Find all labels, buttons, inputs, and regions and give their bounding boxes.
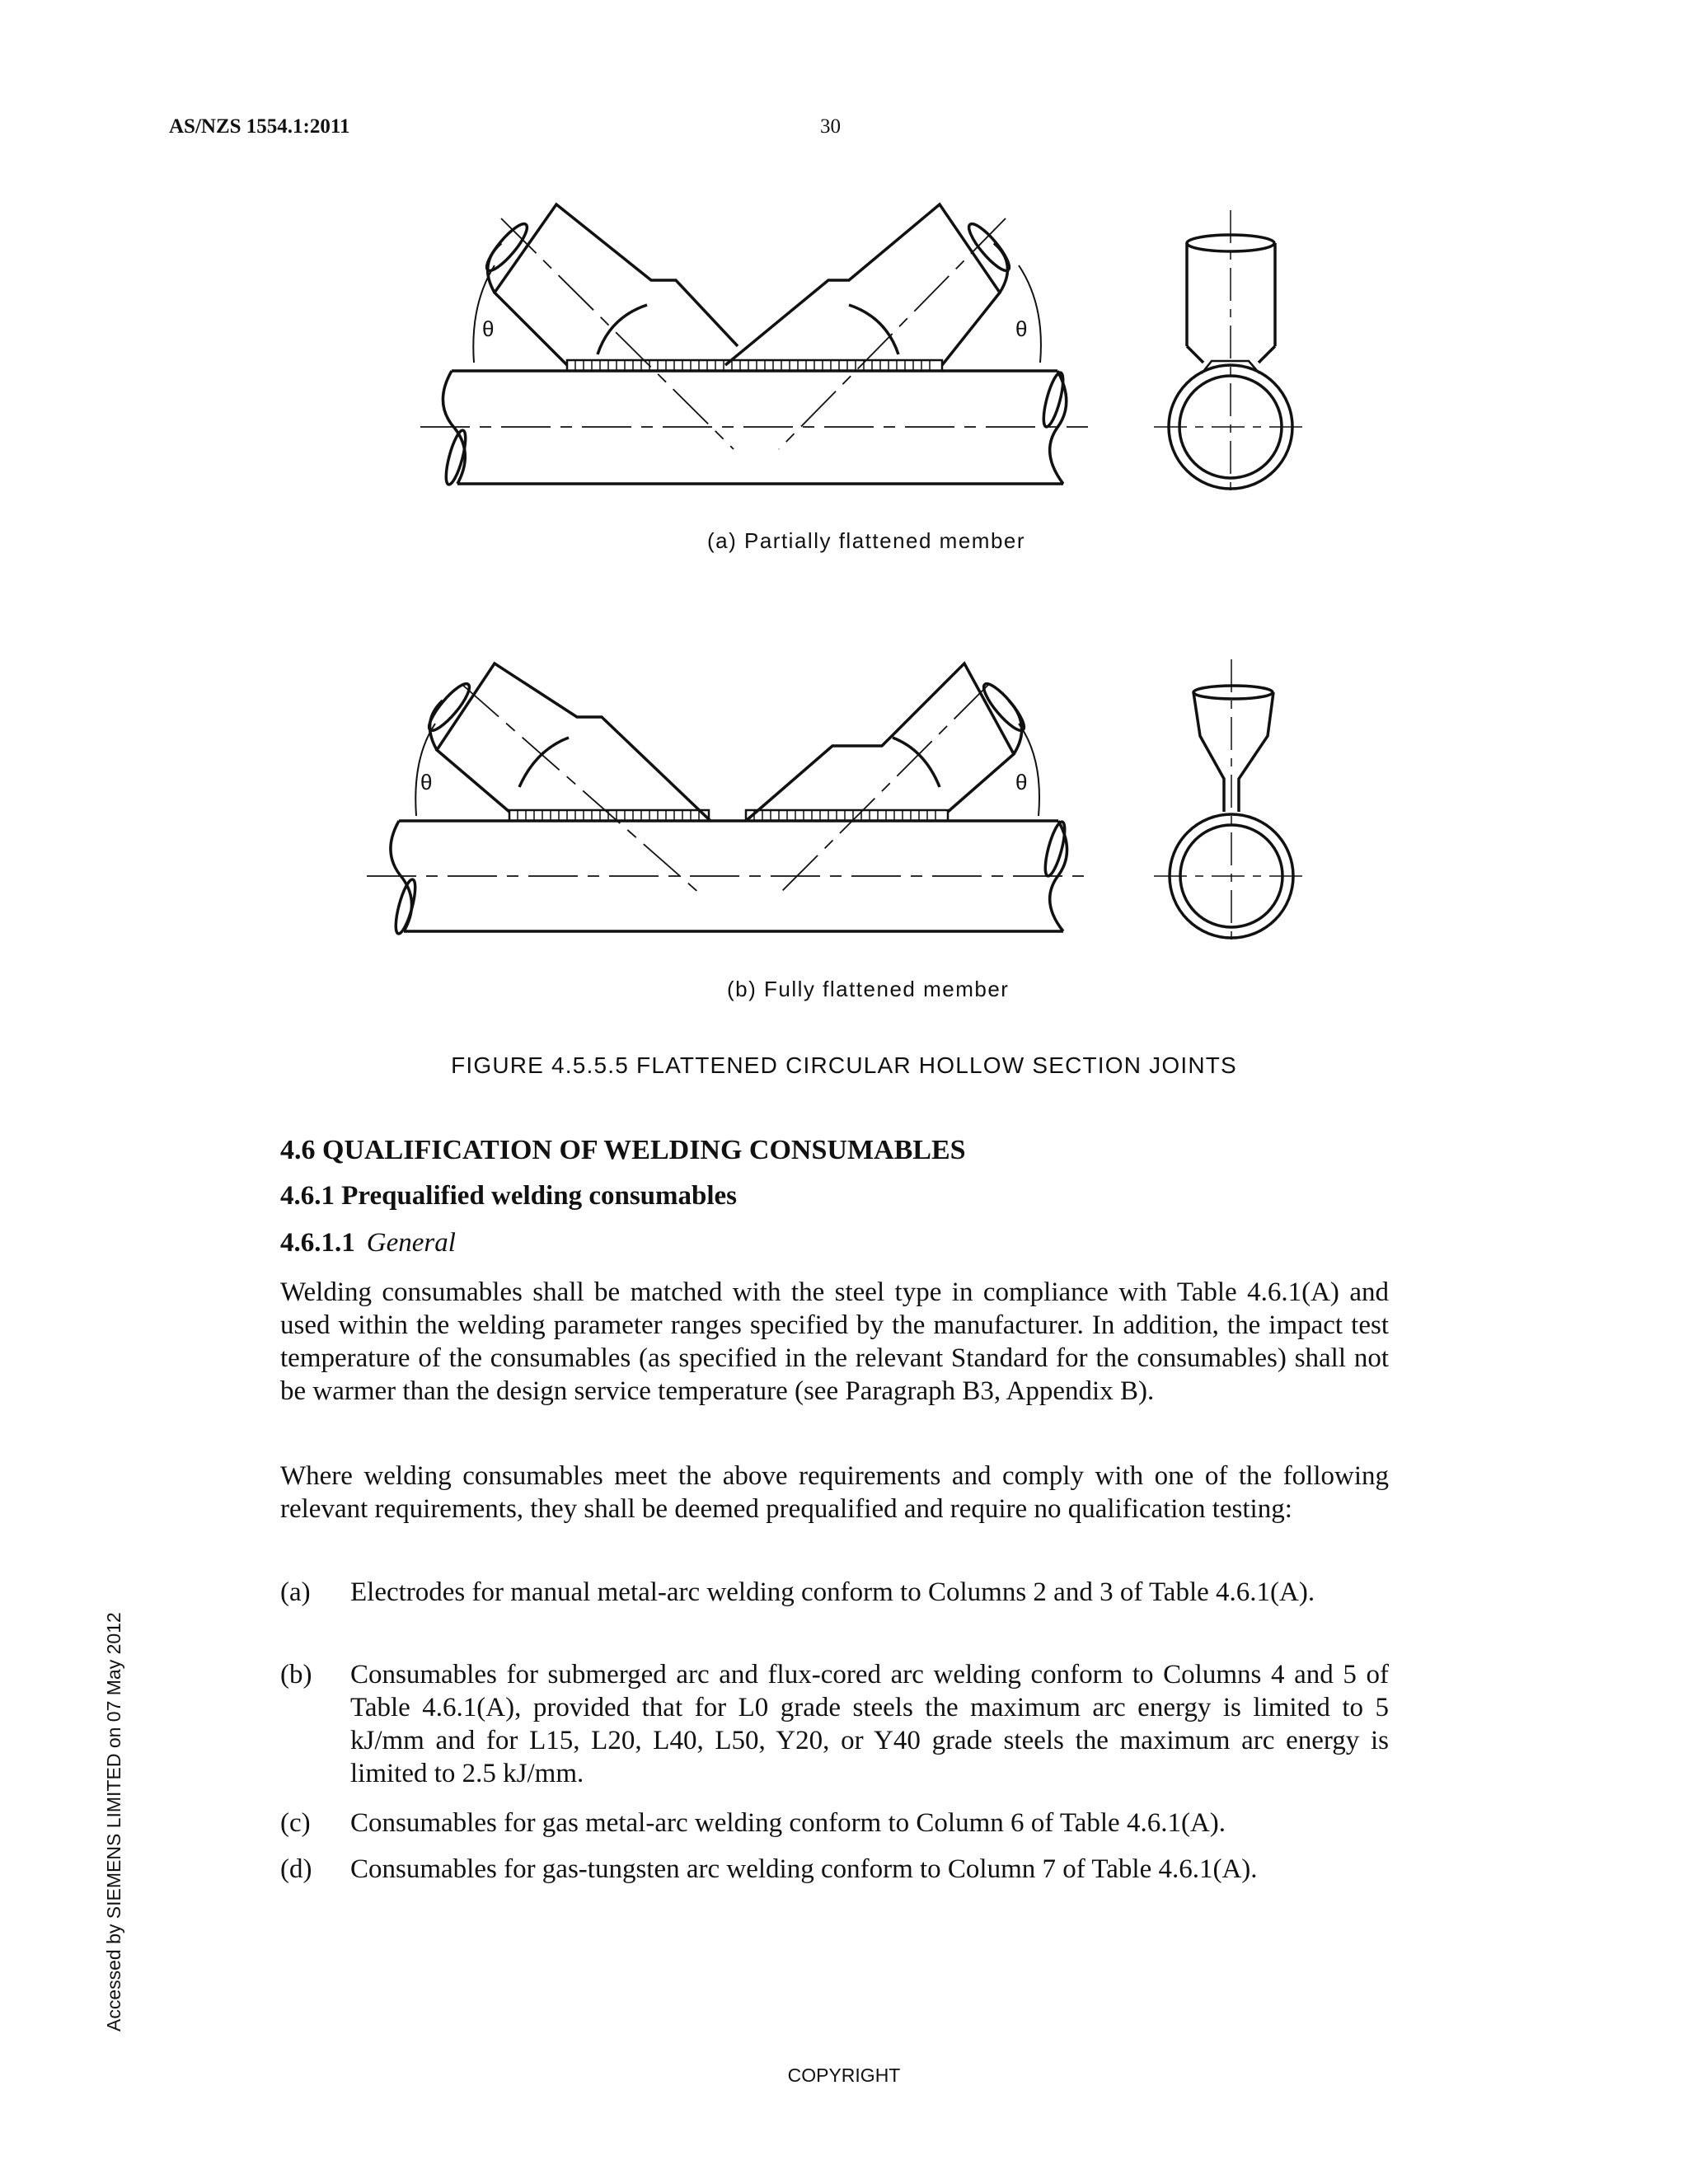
subsection-heading: 4.6.1 Prequalified welding consumables: [280, 1181, 738, 1211]
list-item: [280, 1807, 1389, 1840]
theta-label: θ: [420, 770, 433, 794]
theta-label: θ: [482, 316, 495, 341]
list-item: [280, 1576, 1389, 1609]
list-item-text: Electrodes for manual metal-arc welding conform to Columns 2 and 3 of Table 4.6.1(A).: [350, 1577, 1315, 1607]
figure-b-caption: (b) Fully flattened member: [727, 977, 1010, 1001]
list-item-text: Consumables for gas-tungsten arc welding conform to Column 7 of Table 4.6.1(A).: [350, 1854, 1258, 1884]
list-item-label: (b): [280, 1660, 312, 1690]
list-item-label: (a): [280, 1577, 311, 1607]
list-item-label: (d): [280, 1854, 312, 1884]
clause-number: 4.6.1.1: [280, 1228, 355, 1258]
clause-title: General: [366, 1228, 456, 1258]
access-watermark: Accessed by SIEMENS LIMITED on 07 May 2012: [103, 1612, 124, 2032]
list-item-text: Consumables for gas metal-arc welding conform to Column 6 of Table 4.6.1(A).: [350, 1808, 1226, 1838]
figure-a-caption: (a) Partially flattened member: [707, 528, 1026, 553]
theta-label: θ: [1015, 316, 1028, 341]
list-item-text: Consumables for submerged arc and flux-cored arc welding conform to Columns 4 and 5 of Table 4.6.1(A), provided that for L0 grade steels the maximum arc energy is limited to 5 kJ/mm and for L15, L20, L40, L50, Y20, or Y40 grade steels the maximum arc energy is limited to 2.5 kJ/mm.: [350, 1660, 1389, 1788]
clause-heading: [280, 1228, 456, 1258]
list-item: [280, 1853, 1389, 1886]
standard-reference: AS/NZS 1554.1:2011: [169, 115, 350, 138]
section-heading: 4.6 QUALIFICATION OF WELDING CONSUMABLES: [280, 1135, 966, 1165]
figure-a-drawing: [404, 190, 1327, 511]
paragraph: Where welding consumables meet the above requirements and comply with one of the following relevant requirements, they shall be deemed prequalified and require no qualification testing:: [280, 1461, 1389, 1524]
figure-b-drawing: [354, 643, 1335, 948]
copyright-footer: COPYRIGHT: [787, 2064, 901, 2086]
theta-label: θ: [1015, 770, 1028, 794]
list-item: [280, 1658, 1389, 1790]
figure-caption: FIGURE 4.5.5.5 FLATTENED CIRCULAR HOLLOW SECTION JOINTS: [451, 1052, 1237, 1078]
list-item-label: (c): [280, 1808, 311, 1838]
paragraph: Welding consumables shall be matched with the steel type in compliance with Table 4.6.1(A) and used within the welding parameter ranges specified by the manufacturer. In addition, the impact test temperature of the consumables (as specified in the relevant Standard for the consumables) shall not be warmer than the design service temperature (see Paragraph B3, Appendix B).: [280, 1277, 1389, 1406]
page-number: 30: [820, 115, 841, 138]
